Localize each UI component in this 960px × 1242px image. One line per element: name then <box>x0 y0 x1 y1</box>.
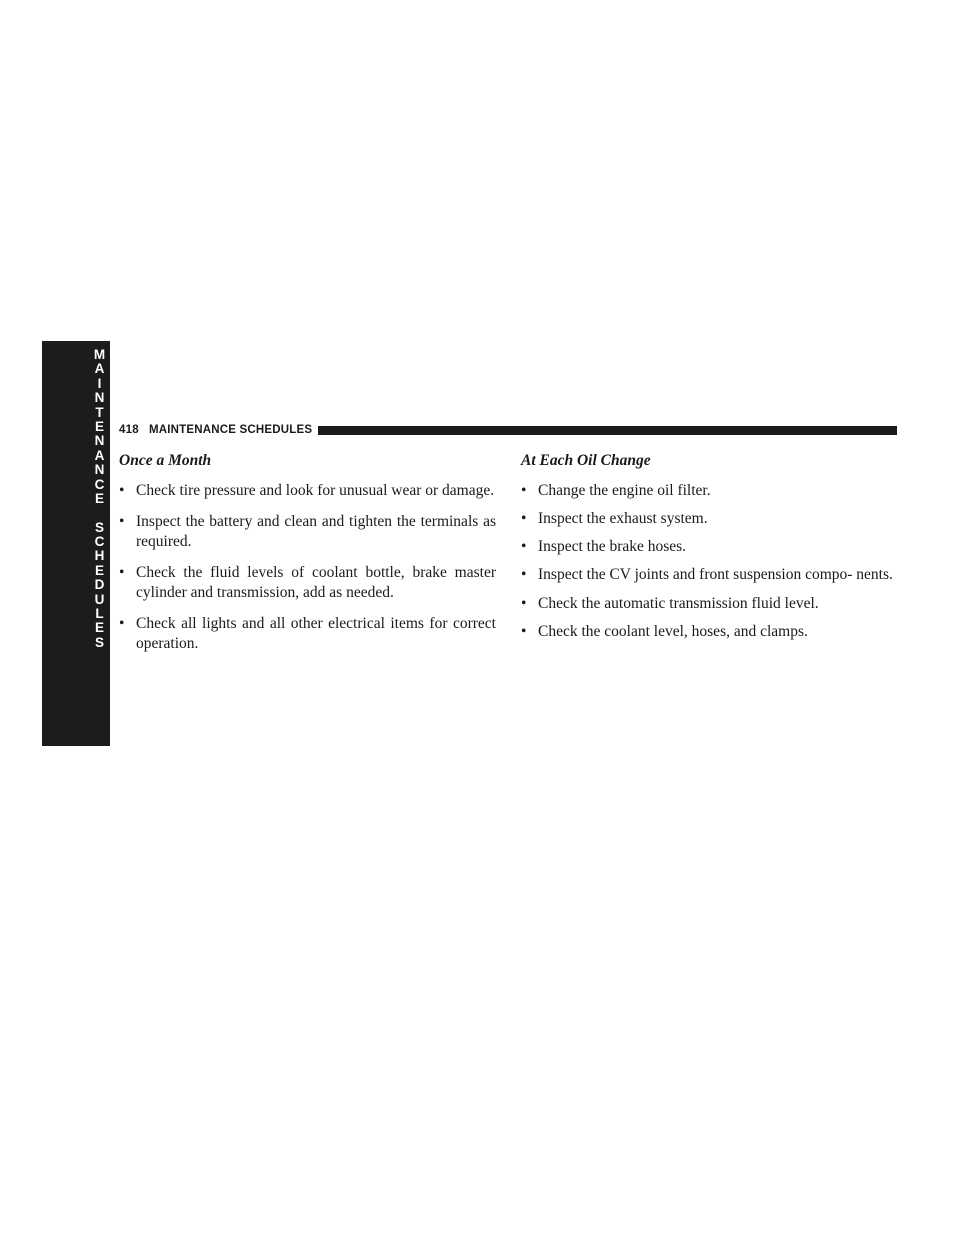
side-tab-letter: A <box>94 447 105 463</box>
side-tab-letter: N <box>94 390 105 406</box>
list-item: • Check the coolant level, hoses, and clamps. <box>521 622 900 642</box>
list-item: • Inspect the battery and clean and tighten the terminals as required. <box>119 512 496 552</box>
side-tab-letter: N <box>94 462 105 478</box>
running-header <box>119 421 897 439</box>
list-item: • Change the engine oil filter. <box>521 481 900 501</box>
list-item: • Check the automatic transmission fluid level. <box>521 594 900 614</box>
left-column <box>119 450 496 665</box>
page-number-and-title <box>119 424 312 436</box>
side-tab-letter: I <box>97 375 102 391</box>
side-tab-letter: A <box>94 361 105 377</box>
side-tab-letter: D <box>94 577 105 593</box>
side-tab-letter: S <box>94 519 104 535</box>
side-tab-letter: M <box>93 347 106 362</box>
side-tab-letter: U <box>94 591 105 607</box>
side-tab-gap <box>53 506 100 520</box>
list-item: • Inspect the brake hoses. <box>521 537 900 557</box>
list-item: • Check the fluid levels of coolant bottle, brake master cylinder and transmission, add as needed. <box>119 563 496 603</box>
side-tab-letter: E <box>94 418 104 434</box>
once-a-month-list <box>119 481 496 654</box>
side-tab-letters <box>42 341 110 650</box>
side-tab-letter: E <box>94 490 104 506</box>
page-number: 418 <box>119 424 139 436</box>
side-tab-letter: H <box>94 548 105 564</box>
side-tab-letter: L <box>95 606 104 622</box>
list-item: • Inspect the exhaust system. <box>521 509 900 529</box>
chapter-number: 8 <box>133 1049 151 1082</box>
list-item: • Check tire pressure and look for unusual wear or damage. <box>119 481 496 501</box>
section-title-at-each-oil-change: At Each Oil Change <box>521 452 651 469</box>
side-tab-letter: C <box>94 476 105 492</box>
side-tab-letter: E <box>94 562 104 578</box>
section-title-once-a-month: Once a Month <box>119 452 212 469</box>
side-tab-letter: S <box>94 634 104 650</box>
header-rule <box>318 426 897 435</box>
side-tab-letter: T <box>95 404 104 420</box>
list-item: • Check all lights and all other electrical items for correct operation. <box>119 614 496 654</box>
list-item: • Inspect the CV joints and front suspension compo- nents. <box>521 565 900 585</box>
header-title: MAINTENANCE SCHEDULES <box>148 424 313 436</box>
oil-change-list <box>521 481 900 642</box>
right-column <box>521 450 900 650</box>
side-tab-letter: C <box>94 534 105 550</box>
side-tab-letter: N <box>94 433 105 449</box>
side-tab-letter: E <box>94 620 104 636</box>
